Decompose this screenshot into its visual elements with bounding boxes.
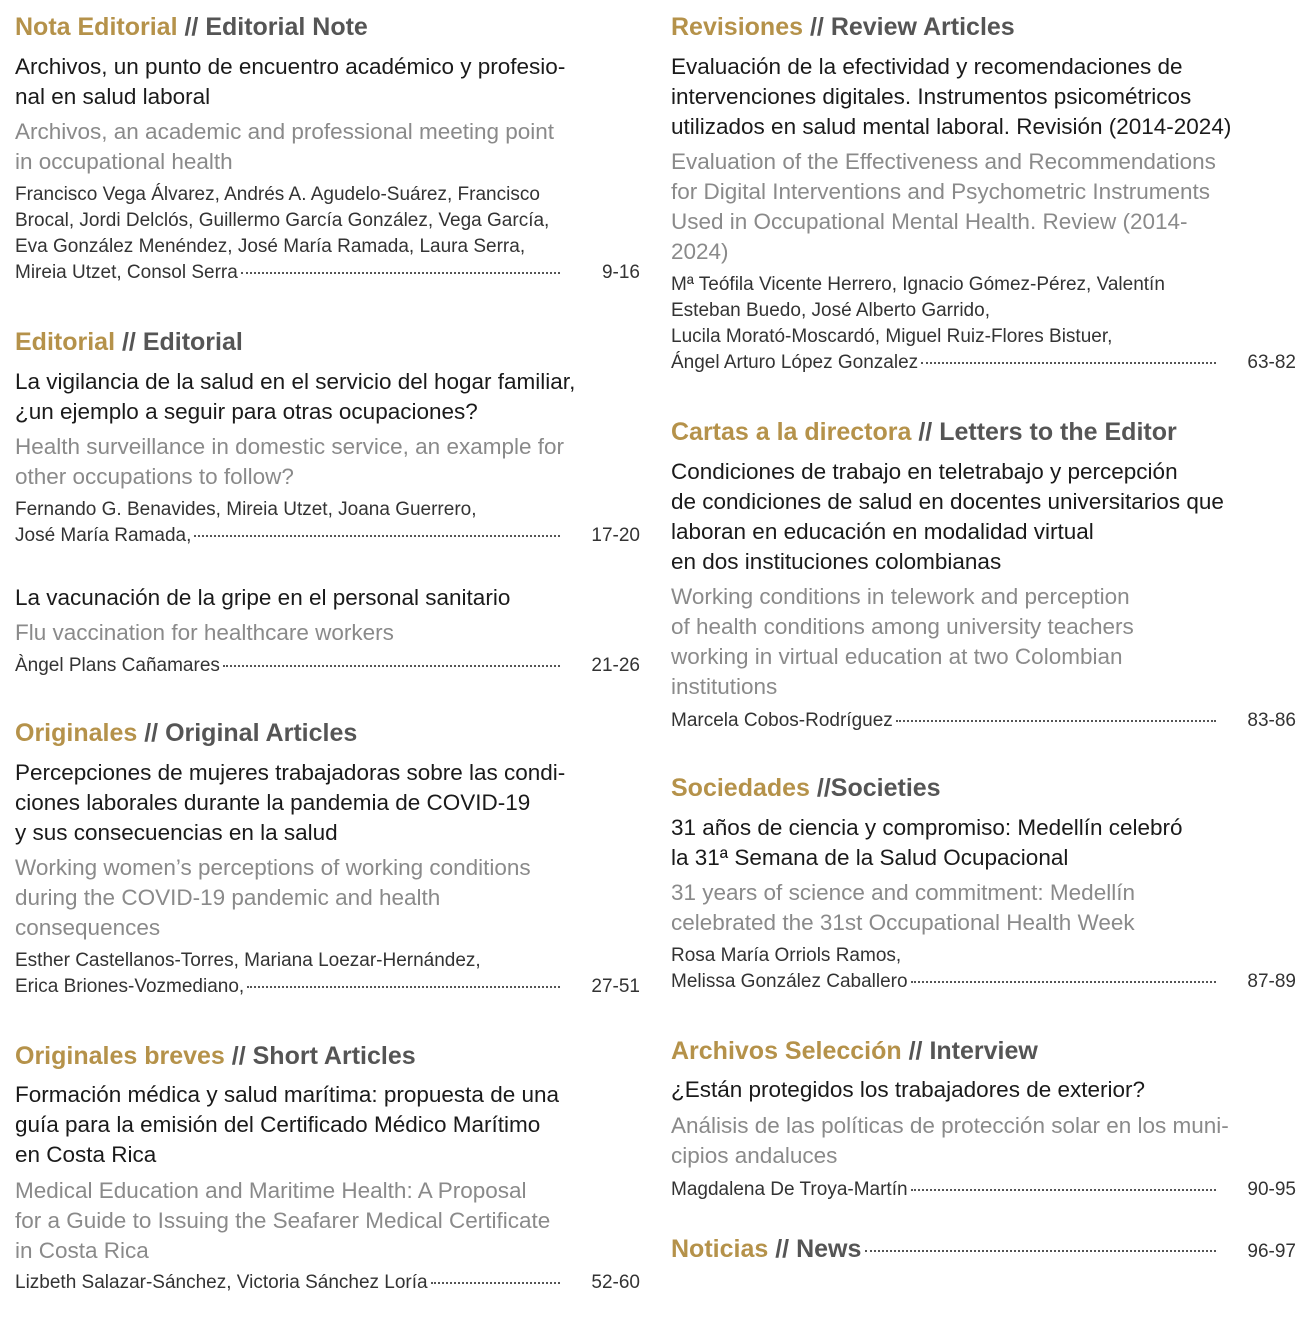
article-authors: Francisco Vega Álvarez, Andrés A. Agudelo-Suárez, Francisco Brocal, Jordi Delclós, Guillermo García González, Vega García, Eva González Menéndez, José María Ramada, Laura Serra, Mireia Utzet, Consol Serra 9-16 — [15, 182, 640, 286]
dot-leader — [431, 1282, 560, 1284]
dot-leader — [194, 535, 560, 537]
section-heading-archivos-seleccion: Archivos Selección // Interview — [671, 1037, 1038, 1065]
article-subtitle: Working conditions in telework and perception of health conditions among university teachers working in virtual education at two Colombian institutions — [671, 584, 1134, 699]
page-range: 27-51 — [591, 976, 640, 997]
article-authors: Marcela Cobos-Rodríguez 83-86 — [671, 708, 1296, 734]
section-heading-cartas: Cartas a la directora // Letters to the Editor — [671, 418, 1177, 446]
article-authors: Àngel Plans Cañamares 21-26 — [15, 653, 640, 679]
dot-leader — [241, 272, 560, 274]
section-heading-originales: Originales // Original Articles — [15, 719, 358, 747]
article-authors: Fernando G. Benavides, Mireia Utzet, Joana Guerrero, José María Ramada, 17-20 — [15, 497, 640, 549]
article-authors: Magdalena De Troya-Martín 90-95 — [671, 1177, 1296, 1203]
section-heading-nota-editorial: Nota Editorial // Editorial Note — [15, 13, 368, 41]
article-subtitle: Flu vaccination for healthcare workers — [15, 620, 394, 645]
page-range: 9-16 — [601, 262, 640, 283]
article-subtitle: Working women’s perceptions of working conditions during the COVID-19 pandemic and health consequences — [15, 855, 531, 940]
dot-leader — [247, 986, 560, 988]
article-authors: Mª Teófila Vicente Herrero, Ignacio Gómez-Pérez, Valentín Esteban Buedo, José Alberto Garrido, Lucila Morató-Moscardó, Miguel Ruiz-Flores Bistuer, Ángel Arturo López Gonzalez 63-82 — [671, 272, 1296, 376]
article-title[interactable]: Formación médica y salud marítima: propuesta de una guía para la emisión del Certificado Médico Marítimo en Costa Rica — [15, 1082, 560, 1167]
section-heading-sociedades: Sociedades //Societies — [671, 774, 941, 802]
article-subtitle: Health surveillance in domestic service, an example for other occupations to follow? — [15, 434, 564, 489]
dot-leader — [921, 362, 1216, 364]
article-title[interactable]: 31 años de ciencia y compromiso: Medellín celebró la 31ª Semana de la Salud Ocupacional — [671, 815, 1183, 870]
article-title[interactable]: ¿Están protegidos los trabajadores de exterior? — [671, 1077, 1146, 1102]
article-title[interactable]: Evaluación de la efectividad y recomendaciones de intervenciones digitales. Instrumentos psicométricos utilizados en salud mental laboral. Revisión (2014-2024) — [671, 54, 1232, 139]
article-authors: Lizbeth Salazar-Sánchez, Victoria Sánchez Loría 52-60 — [15, 1270, 640, 1296]
page-range: 63-82 — [1247, 352, 1296, 373]
page-range: 90-95 — [1247, 1179, 1296, 1200]
article-title[interactable]: Condiciones de trabajo en teletrabajo y percepción de condiciones de salud en docentes universitarios que laboran en educación en modalidad virtual en dos instituciones colombianas — [671, 459, 1224, 574]
dot-leader — [911, 981, 1216, 983]
page-range: 52-60 — [591, 1272, 640, 1293]
page-range: 21-26 — [591, 655, 640, 676]
article-title[interactable]: La vigilancia de la salud en el servicio del hogar familiar, ¿un ejemplo a seguir para otras ocupaciones? — [15, 369, 576, 424]
article-authors: Esther Castellanos-Torres, Mariana Loezar-Hernández, Erica Briones-Vozmediano, 27-51 — [15, 948, 640, 1000]
dot-leader — [896, 720, 1216, 722]
dot-leader — [223, 665, 560, 667]
article-subtitle: Archivos, an academic and professional meeting point in occupational health — [15, 119, 555, 174]
article-subtitle: Medical Education and Maritime Health: A Proposal for a Guide to Issuing the Seafarer Medical Certificate in Costa Rica — [15, 1178, 551, 1263]
page-range: 87-89 — [1247, 971, 1296, 992]
page-range: 83-86 — [1247, 710, 1296, 731]
page-range: 17-20 — [591, 525, 640, 546]
article-title[interactable]: Percepciones de mujeres trabajadoras sobre las condi- ciones laborales durante la pandemia de COVID-19 y sus consecuencias en la salud — [15, 760, 566, 845]
article-title[interactable]: La vacunación de la gripe en el personal sanitario — [15, 585, 511, 610]
dot-leader — [911, 1189, 1216, 1191]
article-subtitle: Evaluation of the Effectiveness and Recommendations for Digital Interventions and Psychometric Instruments Used in Occupational Mental Health. Review (2014- 2024) — [671, 149, 1216, 264]
section-heading-revisiones: Revisiones // Review Articles — [671, 13, 1015, 41]
article-subtitle: Análisis de las políticas de protección solar en los muni- cipios andaluces — [671, 1113, 1229, 1168]
section-heading-editorial: Editorial // Editorial — [15, 328, 243, 356]
article-title[interactable]: Archivos, un punto de encuentro académico y profesio- nal en salud laboral — [15, 54, 566, 109]
article-subtitle: 31 years of science and commitment: Medellín celebrated the 31st Occupational Health Week — [671, 880, 1135, 935]
section-heading-noticias[interactable]: Noticias // News 96-97 — [671, 1235, 1296, 1263]
page-range: 96-97 — [1247, 1241, 1296, 1262]
section-heading-originales-breves: Originales breves // Short Articles — [15, 1042, 416, 1070]
article-authors: Rosa María Orriols Ramos, Melissa González Caballero 87-89 — [671, 943, 1296, 995]
dot-leader — [865, 1250, 1216, 1252]
